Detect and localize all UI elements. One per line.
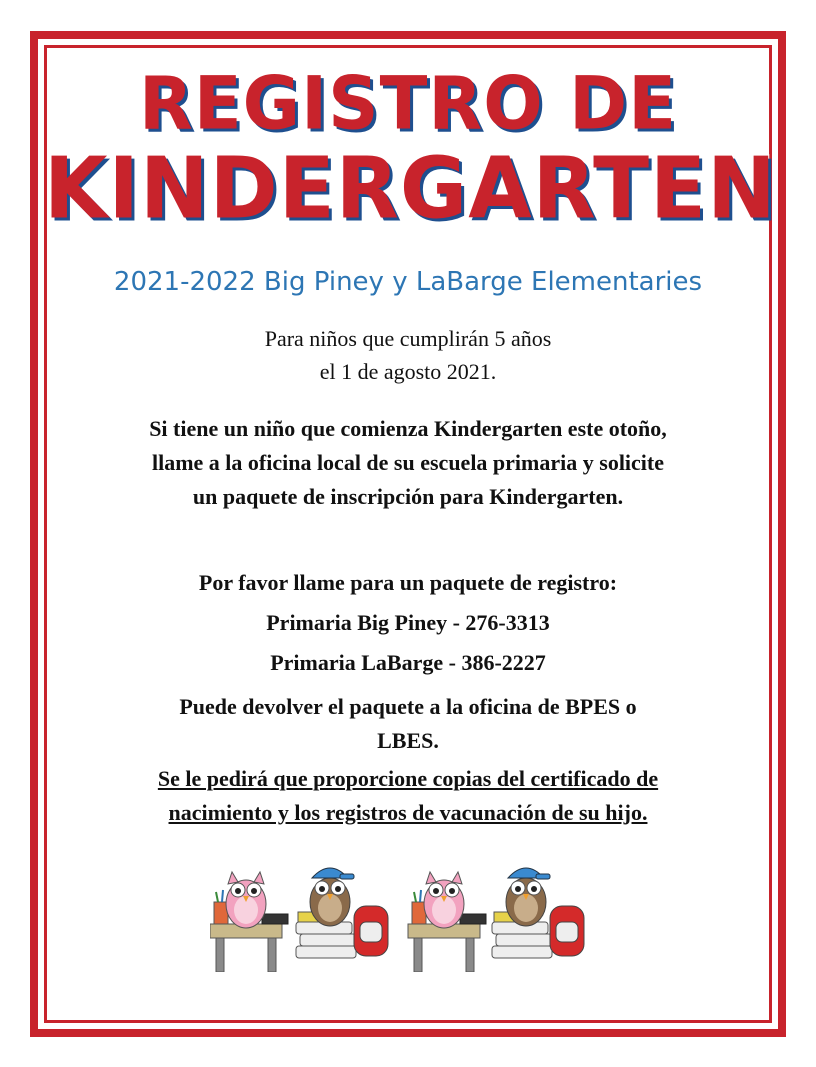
requirement-line-2: nacimiento y los registros de vacunación de su hijo.: [168, 800, 648, 825]
requirement-note: [60, 762, 756, 830]
owl-girl-icon: [210, 872, 288, 972]
title-line-2: KINDERGARTEN: [44, 140, 777, 238]
eligibility-line-1: Para niños que cumplirán 5 años: [264, 326, 552, 351]
instructions-line-2: llame a la oficina local de su escuela primaria y solicite: [151, 450, 665, 475]
eligibility-text: [60, 322, 756, 388]
instructions-paragraph: [60, 412, 756, 514]
instructions-line-3: un paquete de inscripción para Kindergarten.: [192, 484, 624, 509]
contact-big-piney: Primaria Big Piney - 276-3313: [266, 610, 550, 635]
contact-heading: Por favor llame para un paquete de registro:: [198, 570, 618, 595]
owls-illustration: [210, 862, 610, 972]
requirement-line-1: Se le pedirá que proporcione copias del certificado de: [157, 766, 659, 791]
contact-labarge: Primaria LaBarge - 386-2227: [270, 650, 546, 675]
return-note-line-1: Puede devolver el paquete a la oficina de BPES o: [179, 694, 637, 719]
owl-boy-icon: [492, 868, 584, 958]
owl-girl-icon: [408, 872, 486, 972]
school-year-subtitle: 2021-2022 Big Piney y LaBarge Elementaries: [113, 267, 703, 297]
contact-section: [60, 563, 756, 683]
eligibility-line-2: el 1 de agosto 2021.: [319, 359, 497, 384]
return-note-line-2: LBES.: [377, 728, 439, 753]
owl-boy-icon: [296, 868, 388, 958]
instructions-line-1: Si tiene un niño que comienza Kindergarten este otoño,: [149, 416, 667, 441]
title-line-1: REGISTRO DE: [138, 60, 678, 147]
return-note: [60, 690, 756, 758]
